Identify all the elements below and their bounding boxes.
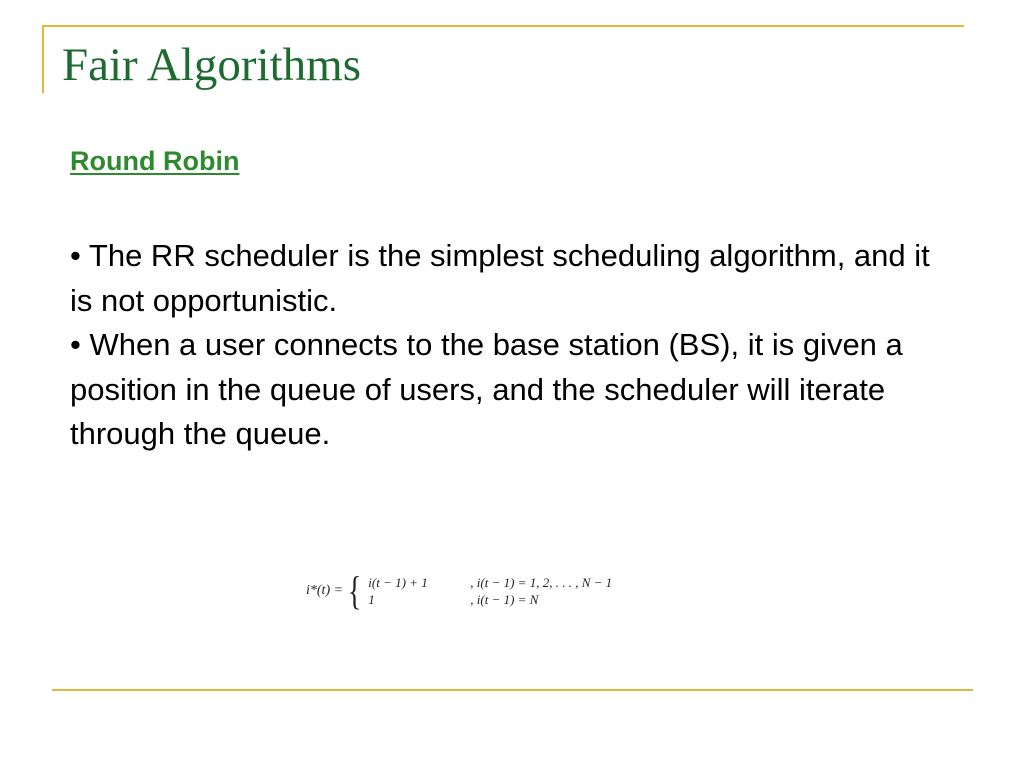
- section-heading: Round Robin: [70, 146, 240, 176]
- frame-bottom-rule: [52, 689, 973, 691]
- formula-lhs: i*(t) =: [306, 583, 344, 598]
- frame-top-rule: [42, 25, 964, 27]
- formula-cases: [368, 575, 612, 608]
- frame-left-rule: [42, 25, 44, 93]
- formula-case-condition: , i(t − 1) = N: [470, 591, 539, 607]
- bullet-item: • The RR scheduler is the simplest scheduling algorithm, and it is not opportunistic.: [70, 238, 930, 318]
- formula-case-value: 1: [368, 591, 375, 607]
- body-text: [70, 234, 950, 457]
- formula-case-value: i(t − 1) + 1: [368, 574, 428, 590]
- formula-case-condition: , i(t − 1) = 1, 2, . . . , N − 1: [470, 574, 613, 590]
- bullet-item: • When a user connects to the base station (BS), it is given a position in the queue of users, and the scheduler will iterate through the queue.: [70, 327, 903, 451]
- round-robin-formula: [306, 568, 613, 613]
- formula-brace: {: [347, 568, 362, 613]
- slide-title: Fair Algorithms: [62, 39, 361, 91]
